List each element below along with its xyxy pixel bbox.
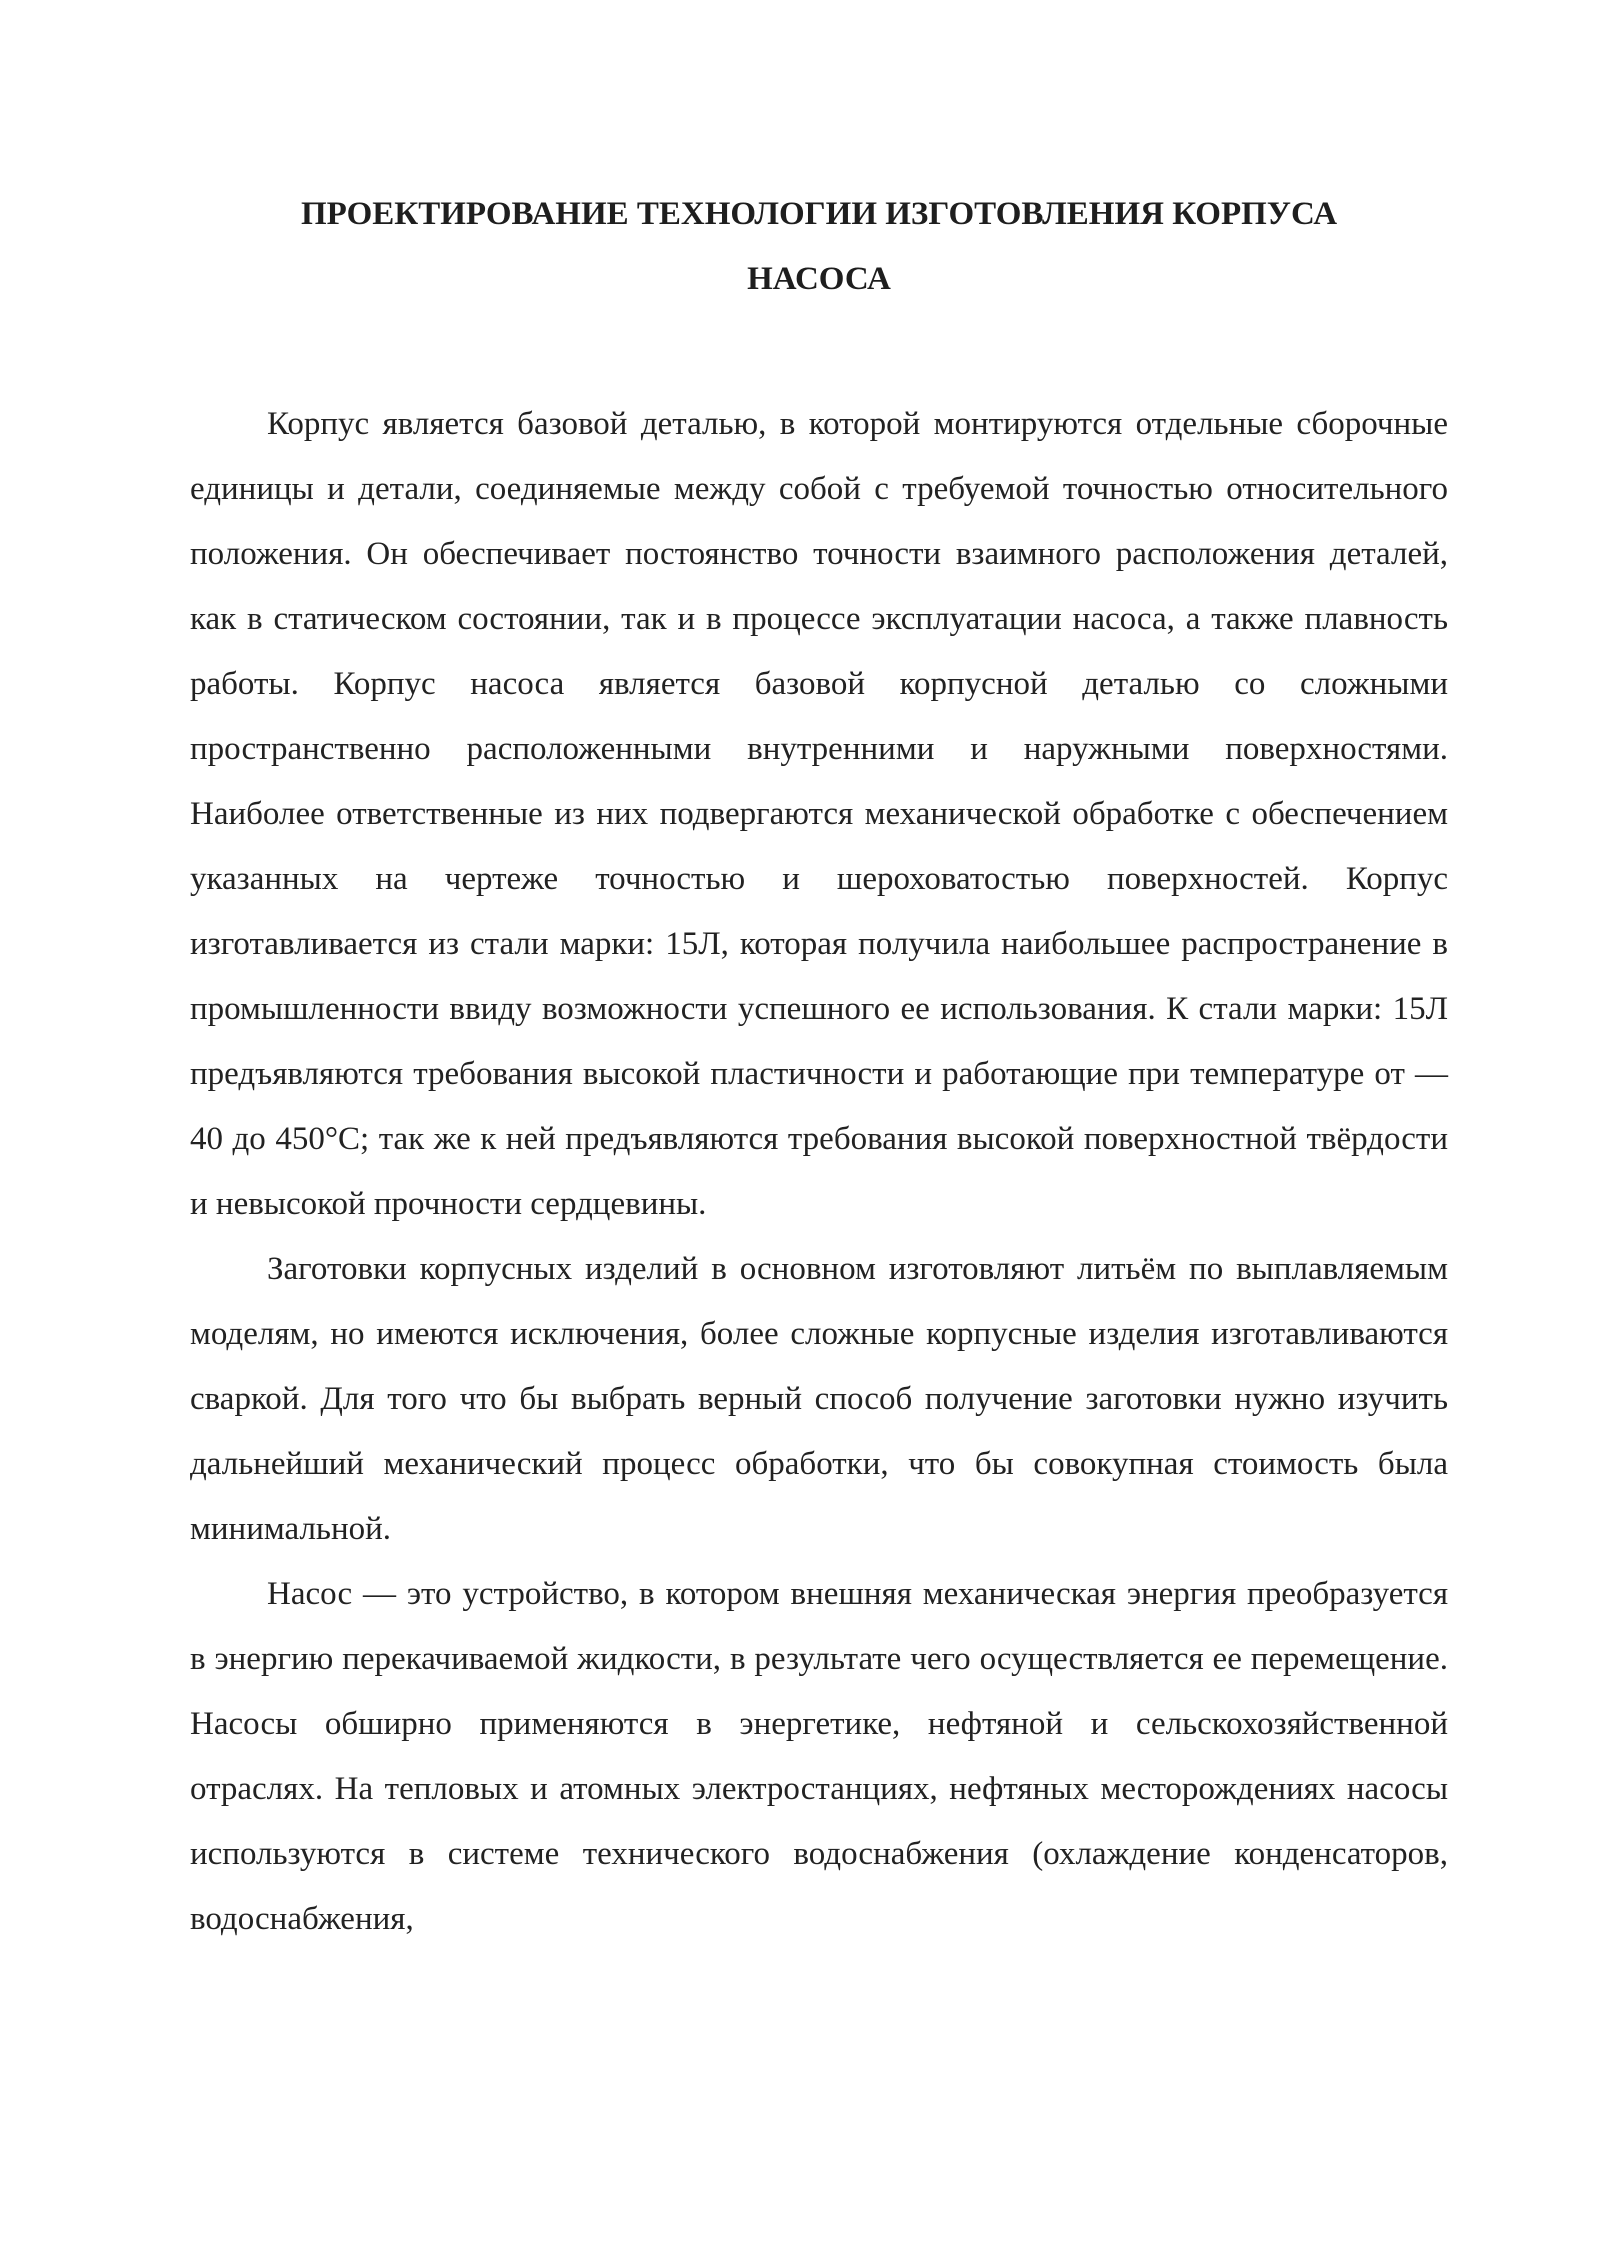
paragraph-3: Насос — это устройство, в котором внешняя механическая энергия преобразуется в энергию перекачиваемой жидкости, в результате чего осуществляется ее перемещение. Насосы обширно применяются в энергетике, нефтяной и сельскохозяйственной отраслях. На тепловых и атомных электростанциях, нефтяных месторождениях насосы используются в системе технического водоснабжения (охлаждение конденсаторов, водоснабжения, [190,1576,1448,1937]
paragraph-2: Заготовки корпусных изделий в основном изготовляют литьём по выплавляемым моделям, но имеются исключения, более сложные корпусные изделия изготавливаются сваркой. Для того что бы выбрать верный способ получение заготовки нужно изучить дальнейший механический процесс обработки, что бы совокупная стоимость была минимальной. [190,1251,1448,1547]
page-content [190,182,1448,1952]
body-text [190,392,1448,1952]
document-title [190,182,1448,312]
paragraph-1: Корпус является базовой деталью, в которой монтируются отдельные сборочные единицы и детали, соединяемые между собой с требуемой точностью относительного положения. Он обеспечивает постоянство точности взаимного расположения деталей, как в статическом состоянии, так и в процессе эксплуатации насоса, а также плавность работы. Корпус насоса является базовой корпусной деталью со сложными пространственно расположенными внутренними и наружными поверхностями. Наиболее ответственные из них подвергаются механической обработке с обеспечением указанных на чертеже точностью и шероховатостью поверхностей. Корпус изготавливается из стали марки: 15Л, которая получила наибольшее распространение в промышленности ввиду возможности успешного ее использования. К стали марки: 15Л предъявляются требования высокой пластичности и работающие при температуре от —40 до 450°С; так же к ней предъявляются требования высокой поверхностной твёрдости и невысокой прочности сердцевины. [190,406,1448,1222]
title-line-2: НАСОСА [747,261,891,297]
title-line-1: ПРОЕКТИРОВАНИЕ ТЕХНОЛОГИИ ИЗГОТОВЛЕНИЯ КОРПУСА [300,196,1338,232]
